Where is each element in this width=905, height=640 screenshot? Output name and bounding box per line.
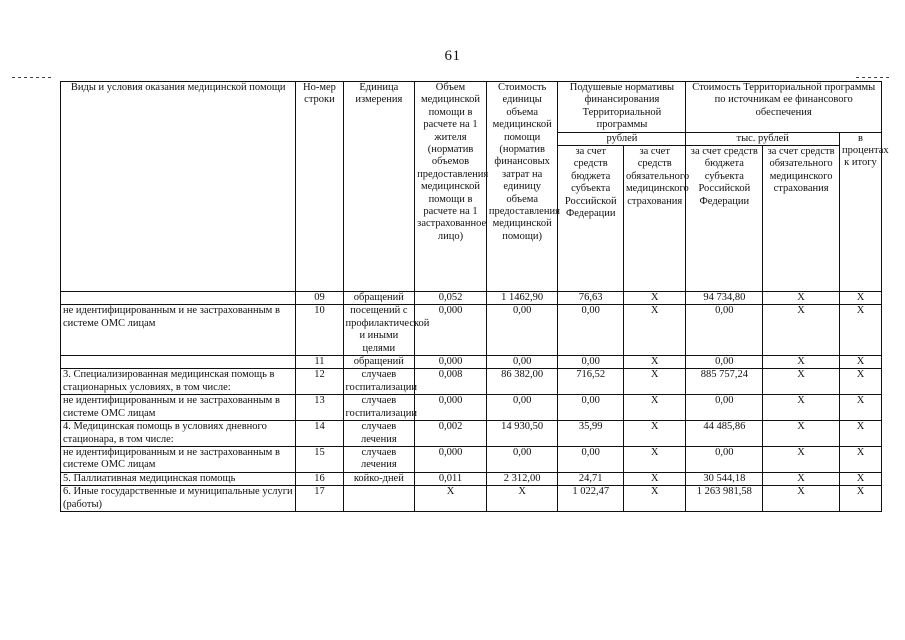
row-unit-cost: 0,00 (486, 356, 558, 369)
row-pc-oms: X (624, 305, 686, 356)
row-tc-oms: X (763, 292, 840, 305)
row-pc-oms: X (624, 421, 686, 447)
row-tc-budget: 0,00 (686, 356, 763, 369)
row-pc-budget: 24,71 (558, 472, 624, 485)
row-line-number: 15 (296, 446, 343, 472)
row-name: не идентифицированным и не застрахованным в системе ОМС лицам (61, 446, 296, 472)
row-volume: 0,002 (415, 421, 487, 447)
header-per-capita-unit: рублей (558, 132, 686, 145)
row-tc-budget: 0,00 (686, 395, 763, 421)
scan-dots (0, 76, 905, 80)
header-percent: в процентах к итогу (839, 132, 881, 291)
row-volume: 0,052 (415, 292, 487, 305)
row-name: не идентифицированным и не застрахованным в системе ОМС лицам (61, 305, 296, 356)
row-name (61, 356, 296, 369)
header-per-capita: Подушевые нормативы финансирования Территориальной программы (558, 82, 686, 133)
row-name: 4. Медицинская помощь в условиях дневного стационара, в том числе: (61, 421, 296, 447)
row-pc-budget: 76,63 (558, 292, 624, 305)
row-unit-cost: 86 382,00 (486, 369, 558, 395)
row-unit: посещений с профилактической и иными целями (343, 305, 415, 356)
row-unit: обращений (343, 292, 415, 305)
table-row (61, 486, 882, 512)
table-row (61, 292, 882, 305)
budget-table (60, 81, 889, 512)
row-unit-cost: 0,00 (486, 446, 558, 472)
header-unit-cost: Стоимость единицы объема медицинской помощи (норматив финансовых затрат на единицу объема предоставления медицинской помощи) (486, 82, 558, 292)
row-percent: X (839, 446, 881, 472)
row-name (61, 292, 296, 305)
row-percent: X (839, 292, 881, 305)
row-line-number: 17 (296, 486, 343, 512)
table-row (61, 446, 882, 472)
row-name: 3. Специализированная медицинская помощь в стационарных условиях, в том числе: (61, 369, 296, 395)
row-tc-budget: 0,00 (686, 305, 763, 356)
row-tc-oms: X (763, 369, 840, 395)
row-unit: койко-дней (343, 472, 415, 485)
row-unit-cost: 1 1462,90 (486, 292, 558, 305)
row-unit-cost: 0,00 (486, 395, 558, 421)
table-row (61, 305, 882, 356)
row-tc-oms: X (763, 486, 840, 512)
row-percent: X (839, 369, 881, 395)
row-tc-budget: 30 544,18 (686, 472, 763, 485)
row-percent: X (839, 472, 881, 485)
row-pc-oms: X (624, 292, 686, 305)
row-pc-oms: X (624, 395, 686, 421)
row-tc-oms: X (763, 446, 840, 472)
row-unit-cost: 14 930,50 (486, 421, 558, 447)
row-pc-oms: X (624, 356, 686, 369)
row-percent: X (839, 356, 881, 369)
row-pc-oms: X (624, 472, 686, 485)
row-volume: 0,000 (415, 446, 487, 472)
row-unit: обращений (343, 356, 415, 369)
row-unit: случаев лечения (343, 421, 415, 447)
row-volume: 0,000 (415, 305, 487, 356)
row-line-number: 12 (296, 369, 343, 395)
row-line-number: 13 (296, 395, 343, 421)
row-pc-budget: 0,00 (558, 446, 624, 472)
row-percent: X (839, 421, 881, 447)
row-line-number: 11 (296, 356, 343, 369)
row-tc-budget: 0,00 (686, 446, 763, 472)
row-pc-budget: 0,00 (558, 356, 624, 369)
row-volume: X (415, 486, 487, 512)
header-pc-oms: за счет средств обязательного медицинского страхования (624, 146, 686, 292)
table-row (61, 369, 882, 395)
row-unit: случаев госпитализации (343, 395, 415, 421)
table-body (61, 292, 882, 512)
row-volume: 0,000 (415, 356, 487, 369)
row-tc-budget: 1 263 981,58 (686, 486, 763, 512)
row-tc-oms: X (763, 305, 840, 356)
row-percent: X (839, 395, 881, 421)
header-program-cost: Стоимость Территориальной программы по источникам ее финансового обеспечения (686, 82, 882, 133)
row-line-number: 10 (296, 305, 343, 356)
row-volume: 0,008 (415, 369, 487, 395)
row-tc-oms: X (763, 356, 840, 369)
row-unit-cost: 0,00 (486, 305, 558, 356)
row-line-number: 09 (296, 292, 343, 305)
row-unit-cost: X (486, 486, 558, 512)
header-tc-budget: за счет средств бюджета субъекта Российской Федерации (686, 146, 763, 292)
table-row (61, 421, 882, 447)
row-name: 6. Иные государственные и муниципальные услуги (работы) (61, 486, 296, 512)
row-pc-budget: 0,00 (558, 395, 624, 421)
row-pc-oms: X (624, 486, 686, 512)
page-number: 61 (444, 48, 461, 64)
row-tc-oms: X (763, 395, 840, 421)
header-unit: Единица измерения (343, 82, 415, 292)
row-name: 5. Паллиативная медицинская помощь (61, 472, 296, 485)
row-line-number: 14 (296, 421, 343, 447)
row-name: не идентифицированным и не застрахованным в системе ОМС лицам (61, 395, 296, 421)
row-pc-oms: X (624, 446, 686, 472)
row-tc-budget: 94 734,80 (686, 292, 763, 305)
row-pc-oms: X (624, 369, 686, 395)
row-unit: случаев лечения (343, 446, 415, 472)
table-row (61, 395, 882, 421)
row-pc-budget: 716,52 (558, 369, 624, 395)
row-pc-budget: 1 022,47 (558, 486, 624, 512)
header-volume: Объем медицинской помощи в расчете на 1 жителя (норматив объемов предоставления медицинской помощи в расчете на 1 застрахованное лицо) (415, 82, 487, 292)
header-tc-oms: за счет средств обязательного медицинского страхования (763, 146, 840, 292)
row-tc-budget: 885 757,24 (686, 369, 763, 395)
header-pc-budget: за счет средств бюджета субъекта Российской Федерации (558, 146, 624, 292)
row-unit: случаев госпитализации (343, 369, 415, 395)
row-percent: X (839, 305, 881, 356)
row-unit (343, 486, 415, 512)
row-line-number: 16 (296, 472, 343, 485)
row-volume: 0,000 (415, 395, 487, 421)
row-tc-oms: X (763, 421, 840, 447)
row-pc-budget: 0,00 (558, 305, 624, 356)
row-percent: X (839, 486, 881, 512)
row-volume: 0,011 (415, 472, 487, 485)
header-line-number: Но-мер строки (296, 82, 343, 292)
header-program-cost-unit: тыс. рублей (686, 132, 840, 145)
row-tc-oms: X (763, 472, 840, 485)
row-pc-budget: 35,99 (558, 421, 624, 447)
row-unit-cost: 2 312,00 (486, 472, 558, 485)
table-row (61, 472, 882, 485)
row-tc-budget: 44 485,86 (686, 421, 763, 447)
header-types: Виды и условия оказания медицинской помощи (61, 82, 296, 292)
table-row (61, 356, 882, 369)
